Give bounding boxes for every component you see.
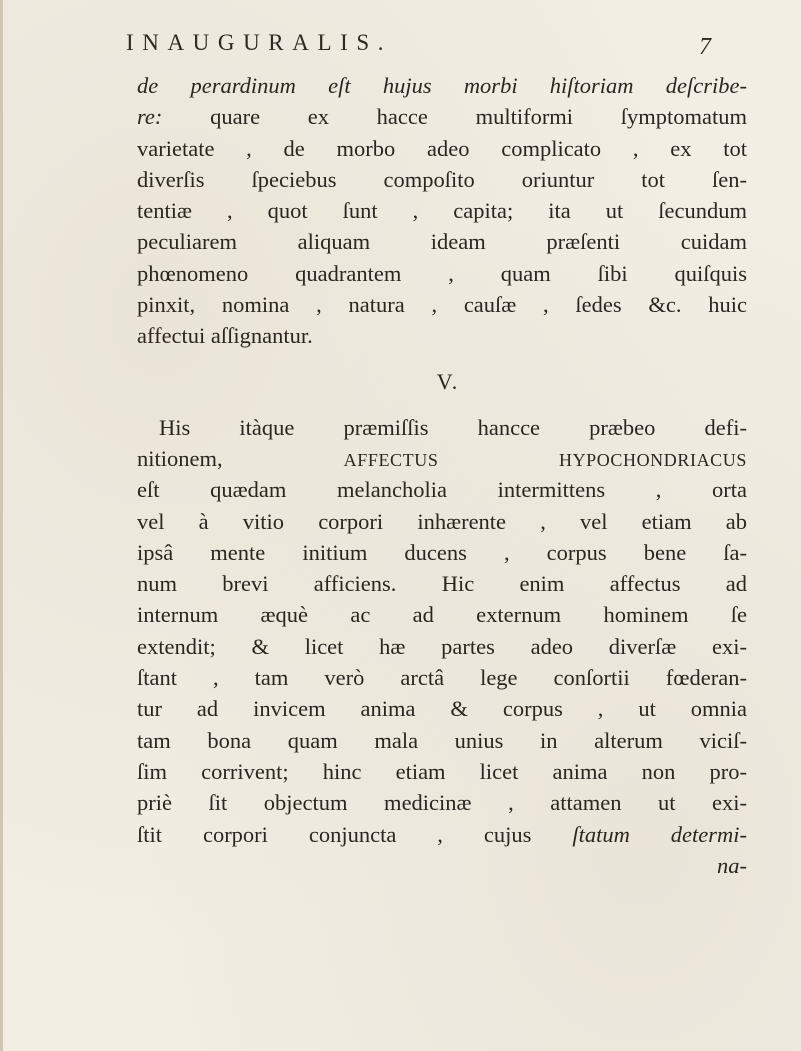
paragraph-1	[137, 70, 747, 352]
text-line: internum æquè ac ad externum hominem ſe	[137, 602, 747, 628]
text-line: His itàque præmiſſis hancce præbeo defi-	[159, 414, 747, 440]
text-line: affectui aſſignantur.	[137, 323, 313, 349]
page-edge	[0, 0, 3, 1051]
text-line	[137, 819, 747, 850]
text-block	[137, 70, 747, 881]
text-line: varietate , de morbo adeo complicato , ex tot	[137, 135, 747, 161]
text-line: priè ſit objectum medicinæ , attamen ut exi-	[137, 790, 747, 816]
section-number: V.	[436, 368, 460, 394]
catchword: na-	[717, 852, 747, 878]
text-line: num brevi afficiens. Hic enim affectus ad	[137, 571, 747, 597]
running-head	[0, 30, 801, 64]
text-line: tam bona quam mala unius in alterum viciſ-	[137, 727, 747, 753]
page-number: 7	[699, 34, 711, 60]
italic-text: re:	[137, 104, 163, 130]
text-line: peculiarem aliquam ideam præſenti cuidam	[137, 229, 747, 255]
text-line: diverſis ſpeciebus compoſito oriuntur tot ſen-	[137, 166, 747, 192]
text-line: phœnomeno quadrantem , quam ſibi quiſquis	[137, 260, 747, 286]
text-line: vel à vitio corpori inhærente , vel etiam ab	[137, 508, 747, 534]
paragraph-2	[137, 412, 747, 881]
text-span: ſtit corpori conjuncta , cujus	[137, 821, 573, 847]
text-line: tur ad invicem anima & corpus , ut omnia	[137, 696, 747, 722]
text-line: eſt quædam melancholia intermittens , orta	[137, 477, 747, 503]
text-line	[137, 443, 747, 474]
text-line: ſim corrivent; hinc etiam licet anima non pro-	[137, 758, 747, 784]
defined-term: AFFECTUS HYPOCHONDRIACUS	[343, 449, 747, 470]
text-span: nitionem,	[137, 445, 344, 471]
text-span: quare ex hacce multiformi ſymptomatum	[162, 104, 747, 130]
text-line: ipsâ mente initium ducens , corpus bene ſa-	[137, 539, 747, 565]
text-line: ſtant , tam verò arctâ lege conſortii fœderan-	[137, 665, 747, 691]
text-line: de perardinum eſt hujus morbi hiſtoriam deſcribe-	[137, 73, 747, 98]
text-line	[137, 101, 747, 132]
italic-text: ſtatum determi-	[572, 821, 747, 847]
running-title: INAUGURALIS.	[126, 30, 393, 55]
text-line: tentiæ , quot ſunt , capita; ita ut ſecundum	[137, 198, 747, 224]
text-line: extendit; & licet hæ partes adeo diverſæ exi-	[137, 633, 747, 659]
text-line: pinxit, nomina , natura , cauſæ , ſedes &c. huic	[137, 292, 747, 318]
